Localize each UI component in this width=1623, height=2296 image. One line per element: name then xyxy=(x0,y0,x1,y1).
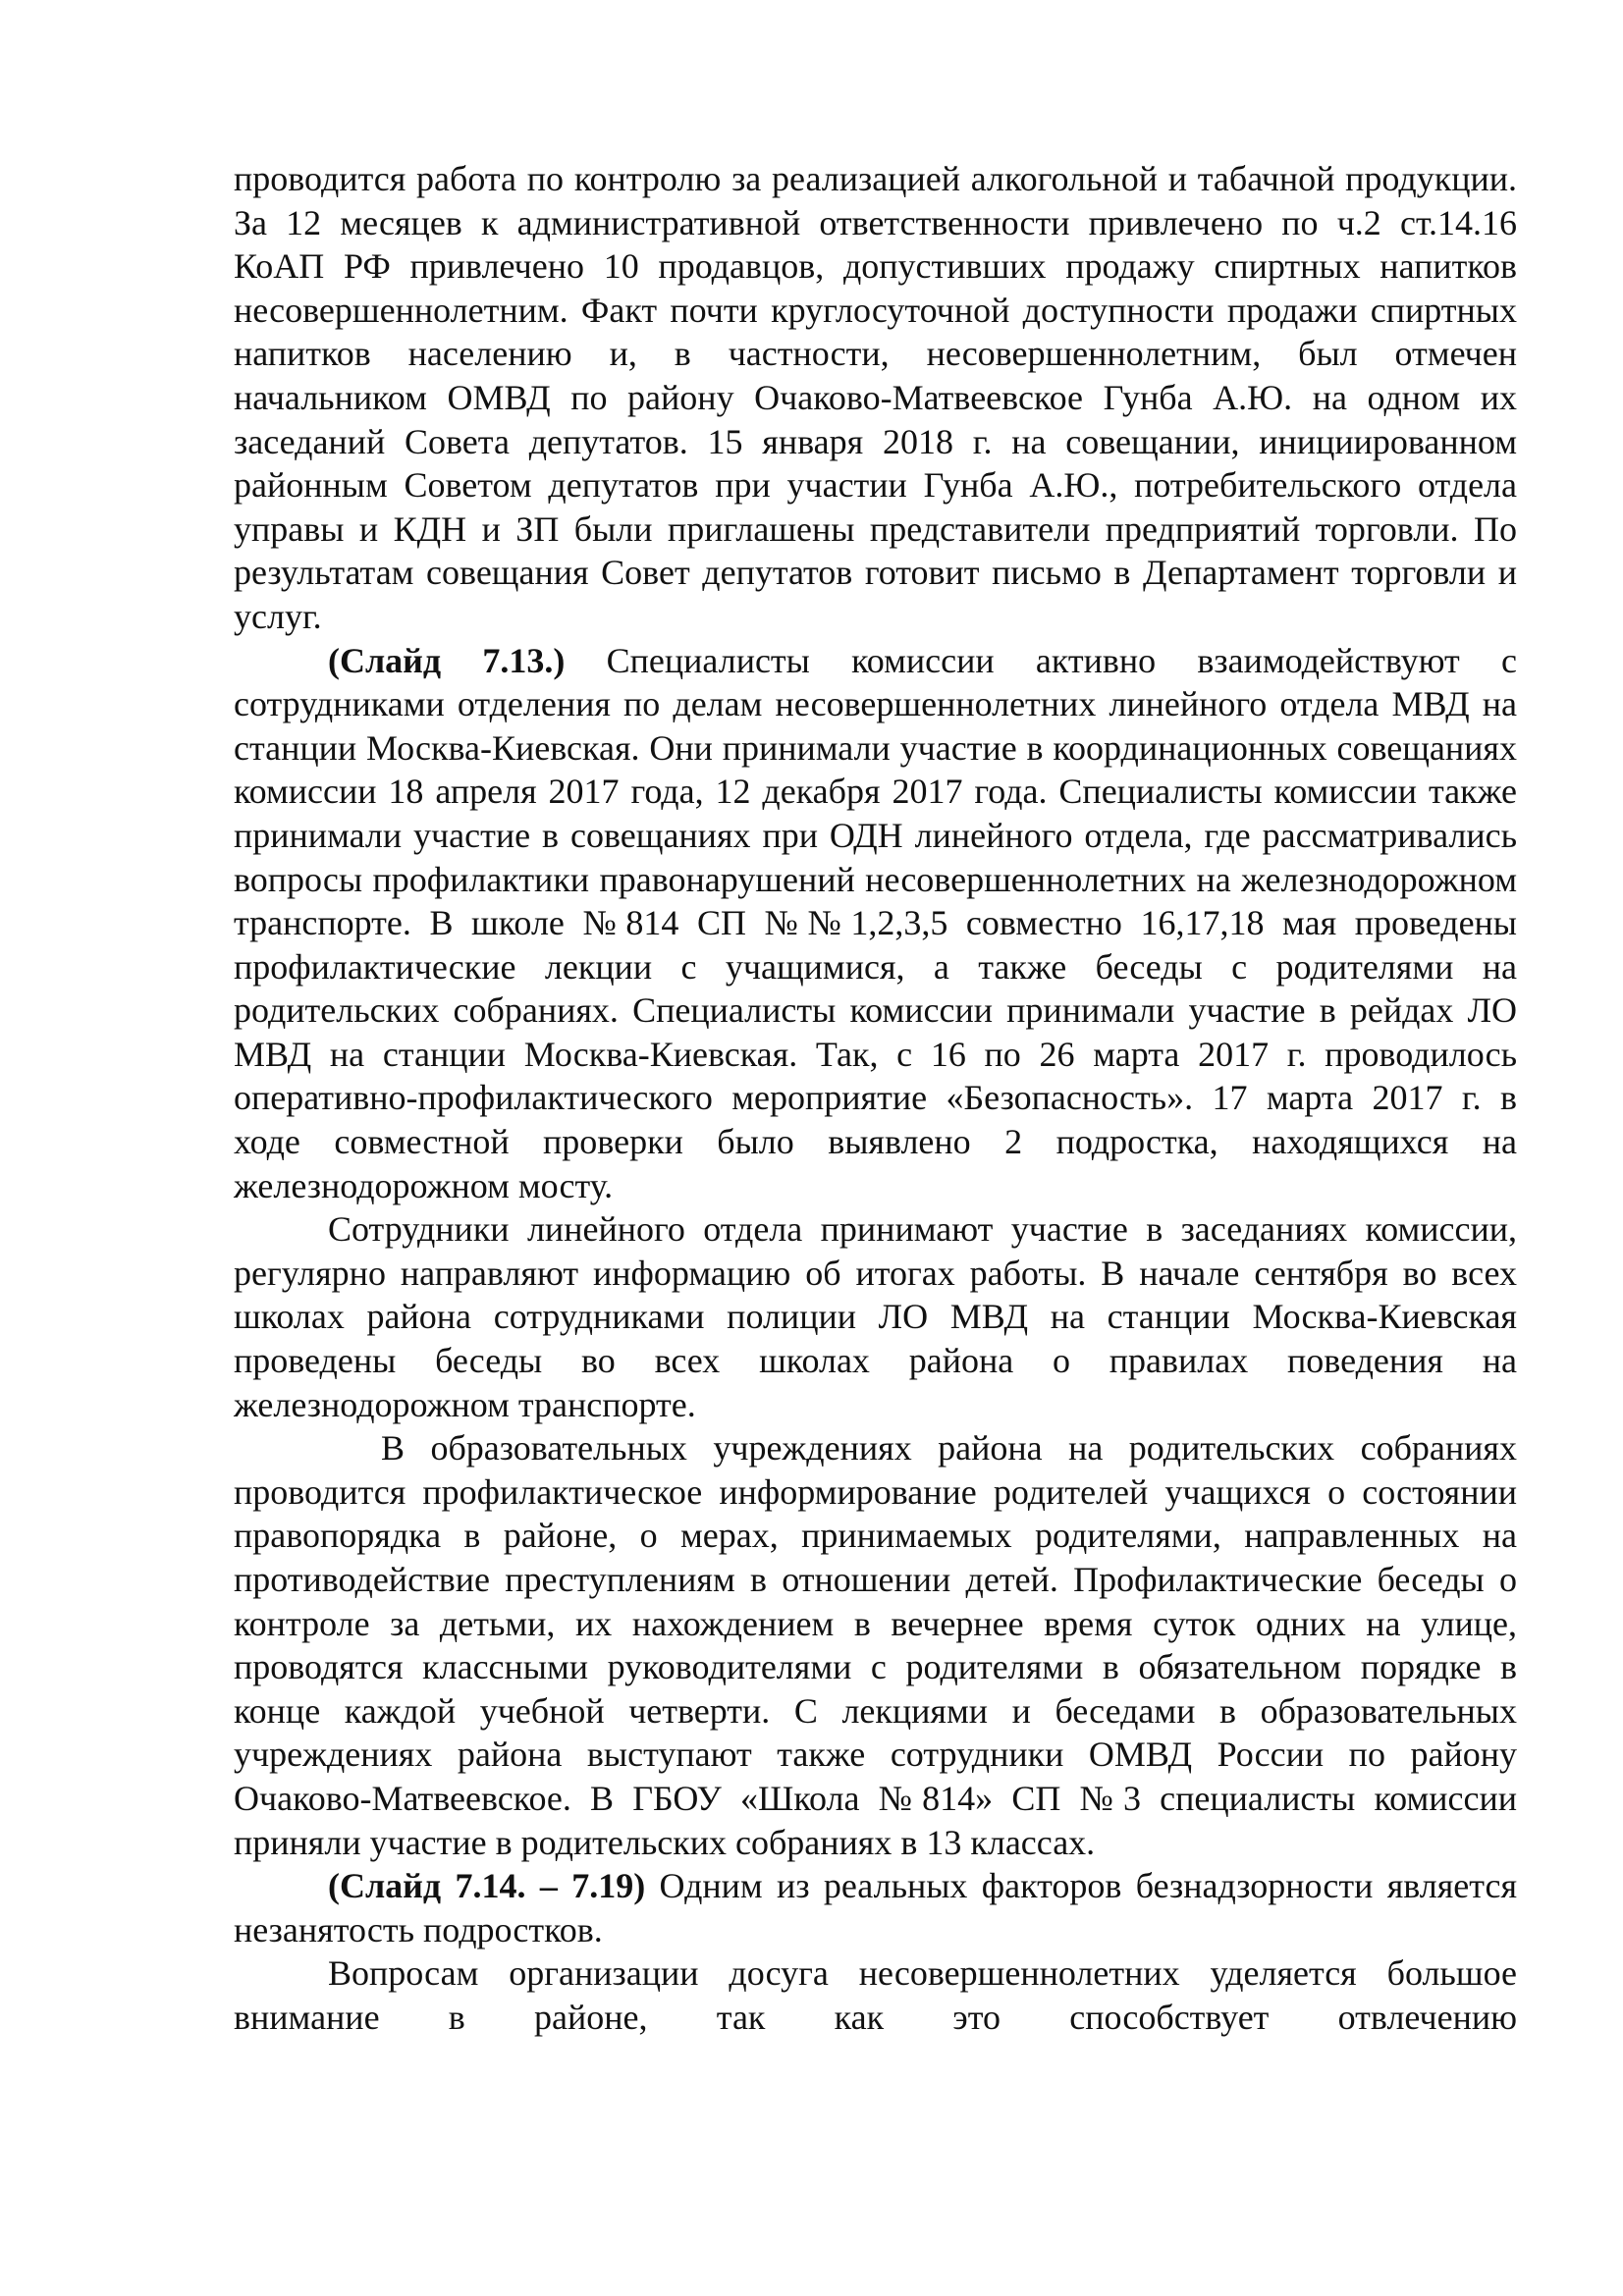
slide-reference-7-13: (Слайд 7.13.) xyxy=(328,640,566,680)
paragraph-text: Сотрудники линейного отдела принимают участие в заседаниях комиссии, регулярно направляют информацию об итогах работы. В начале сентября во всех школах района сотрудниками полиции ЛО МВД на станции Москва-Киевская проведены беседы во всех школах района о правилах поведения на железнодорожном транспорте. xyxy=(234,1209,1517,1424)
paragraph-text: Специалисты комиссии активно взаимодействуют с сотрудниками отделения по делам несовершеннолетних линейного отдела МВД на станции Москва-Киевская. Они принимали участие в координационных совещаниях комиссии 18 апреля 2017 года, 12 декабря 2017 года. Специалисты комиссии также принимали участие в совещаниях при ОДН линейного отдела, где рассматривались вопросы профилактики правонарушений несовершеннолетних на железнодорожном транспорте. В школе №814 СП №№1,2,3,5 совместно 16,17,18 мая проведены профилактические лекции с учащимися, а также беседы с родителями на родительских собраниях. Специалисты комиссии принимали участие в рейдах ЛО МВД на станции Москва-Киевская. Так, с 16 по 26 марта 2017 г. проводилось оперативно-профилактического мероприятие «Безопасность». 17 марта 2017 г. в ходе совместной проверки было выявлено 2 подростка, находящихся на железнодорожном мосту. xyxy=(234,640,1518,1205)
paragraph-text: Одним из реальных факторов безнадзорности является незанятость подростков. xyxy=(234,1866,1517,1949)
paragraph-parent-meetings xyxy=(234,1426,1517,1864)
paragraph-text: проводится работа по контролю за реализацией алкогольной и табачной продукции. За 12 месяцев к административной ответственности привлечено по ч.2 ст.14.16 КоАП РФ привлечено 10 продавцов, допустивших продажу спиртных напитков несовершеннолетним. Факт почти круглосуточной доступности продажи спиртных напитков населению и, в частности, несовершеннолетним, был отмечен начальником ОМВД по району Очаково-Матвеевское Гунба А.Ю. на одном их заседаний Совета депутатов. 15 января 2018 г. на совещании, инициированном районным Советом депутатов при участии Гунба А.Ю., потребительского отдела управы и КДН и ЗП были приглашены представители предприятий торговли. По результатам совещания Совет депутатов готовит письмо в Департамент торговли и услуг. xyxy=(234,159,1517,636)
paragraph-text: В образовательных учреждениях района на родительских собраниях проводится профилактическое информирование родителей учащихся о состоянии правопорядка в районе, о мерах, принимаемых родителями, направленных на противодействие преступлениям в отношении детей. Профилактические беседы о контроле за детьми, их нахождением в вечернее время суток одних на улице, проводятся классными руководителями с родителями в обязательном порядке в конце каждой учебной четверти. С лекциями и беседами в образовательных учреждениях района выступают также сотрудники ОМВД России по району Очаково-Матвеевское. В ГБОУ «Школа №814» СП №3 специалисты комиссии приняли участие в родительских собраниях в 13 классах. xyxy=(234,1428,1517,1862)
paragraph-text: Вопросам организации досуга несовершеннолетних уделяется большое внимание в районе, так как это способствует отвлечению xyxy=(234,1953,1517,2037)
paragraph-alcohol-control xyxy=(234,157,1517,639)
paragraph-leisure-organization xyxy=(234,1951,1517,2039)
slide-reference-7-14-7-19: (Слайд 7.14. – 7.19) xyxy=(328,1866,646,1906)
paragraph-slide-7-13 xyxy=(234,639,1517,1208)
paragraph-linear-department xyxy=(234,1207,1517,1426)
paragraph-slide-7-14-7-19 xyxy=(234,1864,1517,1951)
document-body xyxy=(234,157,1517,2040)
